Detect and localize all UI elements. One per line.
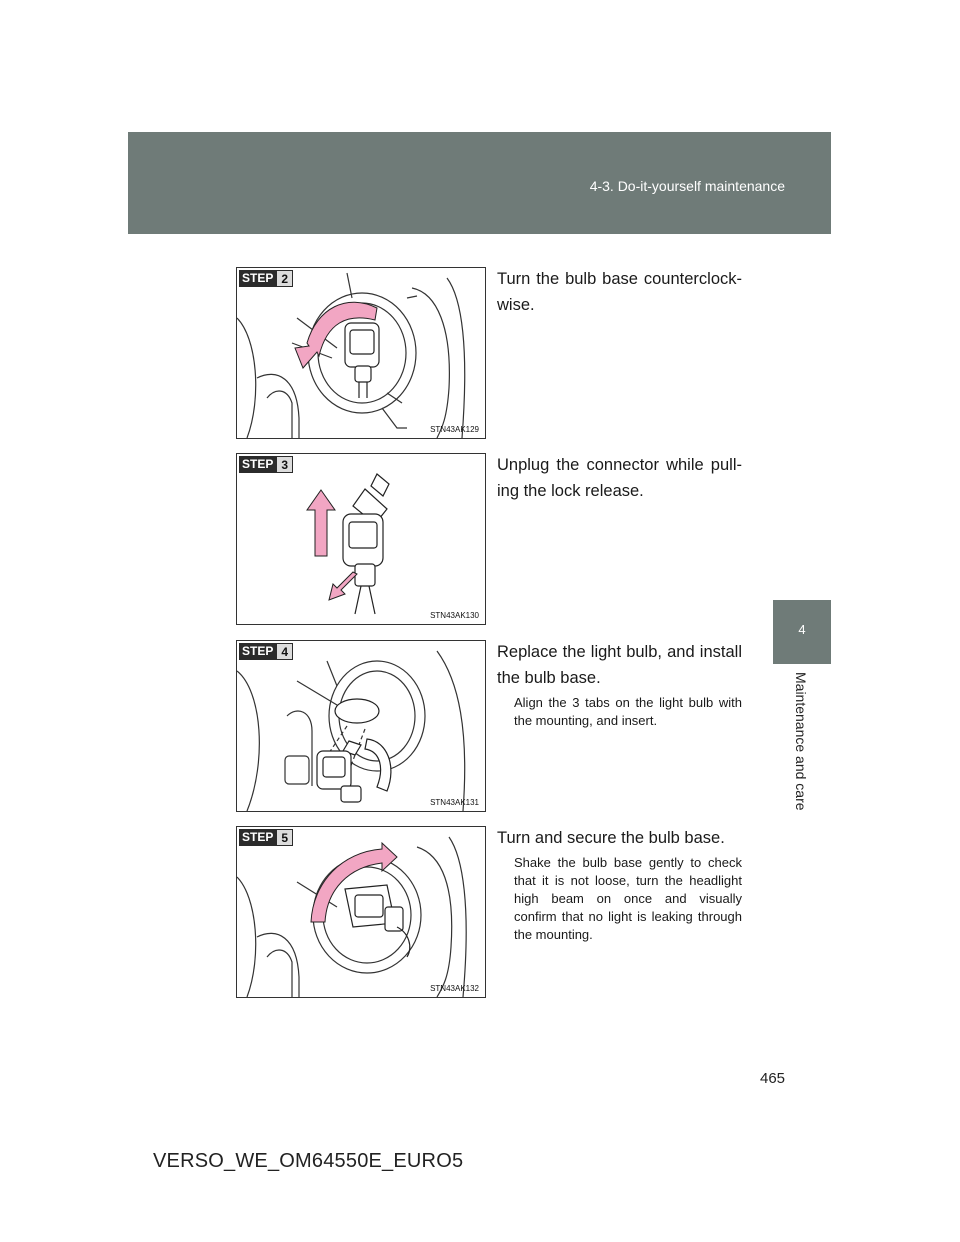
figure-code: STN43AK130 xyxy=(430,611,479,620)
step-badge xyxy=(239,270,293,287)
step-number: 5 xyxy=(276,829,293,846)
document-code: VERSO_WE_OM64550E_EURO5 xyxy=(153,1150,464,1172)
section-title: 4-3. Do-it-yourself maintenance xyxy=(589,178,785,194)
section-header xyxy=(128,132,831,234)
step-number: 4 xyxy=(276,643,293,660)
step-number: 3 xyxy=(276,456,293,473)
step-label: STEP xyxy=(239,270,276,287)
chapter-number: 4 xyxy=(798,622,806,637)
figure-step-2 xyxy=(236,267,486,439)
illustration-bulb-base-turn-ccw xyxy=(237,268,485,438)
figure-step-4 xyxy=(236,640,486,812)
step-number: 2 xyxy=(276,270,293,287)
step-label: STEP xyxy=(239,829,276,846)
step-4-instruction: Replace the light bulb, and install the bulb base. xyxy=(497,643,742,687)
illustration-install-bulb xyxy=(237,641,485,811)
illustration-secure-bulb-base xyxy=(237,827,485,997)
step-label: STEP xyxy=(239,456,276,473)
chapter-label-wrap xyxy=(795,672,809,832)
figure-code: STN43AK129 xyxy=(430,425,479,434)
figure-code: STN43AK131 xyxy=(430,798,479,807)
illustration-unplug-connector xyxy=(237,454,485,624)
step-3-instruction: Unplug the connector while pull-ing the lock release. xyxy=(497,456,742,500)
step-4-note: Align the 3 tabs on the light bulb with the mounting, and insert. xyxy=(514,695,742,728)
step-5-instruction: Turn and secure the bulb base. xyxy=(497,829,725,847)
step-badge xyxy=(239,456,293,473)
figure-step-5 xyxy=(236,826,486,998)
step-label: STEP xyxy=(239,643,276,660)
step-5-note: Shake the bulb base gently to check that it is not loose, turn the headlight high beam on once and visually confirm that no light is leaking through the mounting. xyxy=(514,855,742,942)
step-badge xyxy=(239,643,293,660)
figure-code: STN43AK132 xyxy=(430,984,479,993)
page-number: 465 xyxy=(760,1070,786,1087)
step-badge xyxy=(239,829,293,846)
figure-step-3 xyxy=(236,453,486,625)
chapter-tab xyxy=(773,600,831,664)
step-2-instruction: Turn the bulb base counterclock-wise. xyxy=(497,270,742,314)
chapter-label: Maintenance and care xyxy=(793,672,809,811)
